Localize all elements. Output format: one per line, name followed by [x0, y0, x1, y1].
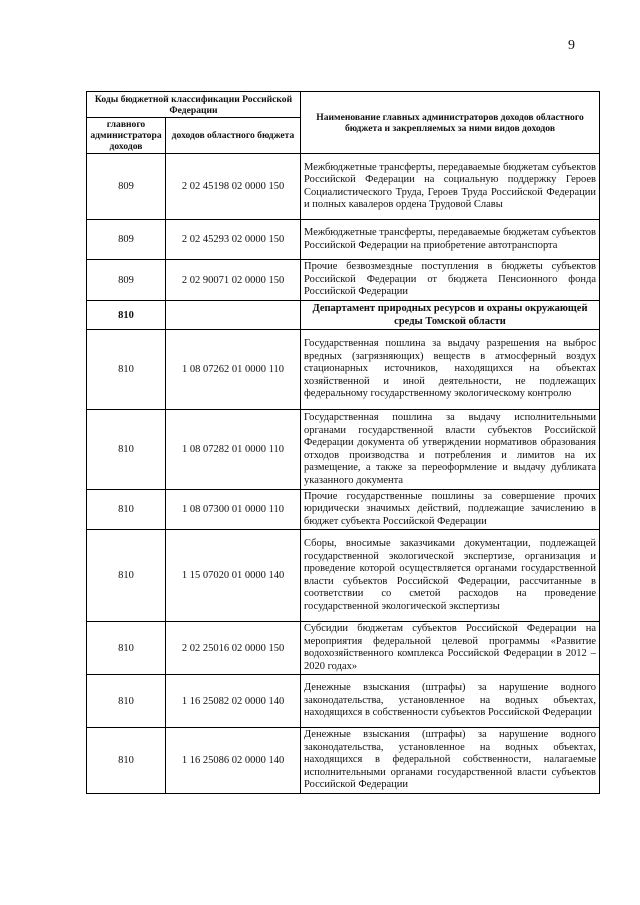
- admin-code-cell: 810: [87, 530, 166, 622]
- budget-classification-table: [86, 91, 600, 794]
- income-name-cell: Государственная пошлина за выдачу исполнительными органами государственной власти субъектов Российской Федерации документа об утверждении нормативов образования отходов производства и потребления и лимитов на их размещение, а также за переоформление и выдачу дубликата указанного документа: [301, 410, 600, 490]
- header-codes-group: Коды бюджетной классификации Российской Федерации: [87, 92, 301, 118]
- header-name-column: Наименование главных администраторов доходов областного бюджета и закрепляемых за ними видов доходов: [301, 92, 600, 154]
- table-row: [87, 530, 600, 622]
- income-code-cell: 1 16 25086 02 0000 140: [166, 728, 301, 794]
- admin-code-cell: 810: [87, 330, 166, 410]
- header-income-column: доходов областного бюджета: [166, 118, 301, 154]
- table-row: [87, 330, 600, 410]
- header-admin-column: главного администратора доходов: [87, 118, 166, 154]
- table-body: [87, 154, 600, 794]
- income-code-cell: 1 16 25082 02 0000 140: [166, 675, 301, 728]
- admin-code-cell: 810: [87, 410, 166, 490]
- table-row: [87, 622, 600, 675]
- income-name-cell: Межбюджетные трансферты, передаваемые бюджетам субъектов Российской Федерации на приобретение автотранспорта: [301, 220, 600, 260]
- income-name-cell: Сборы, вносимые заказчиками документации, подлежащей государственной экологической экспертизе, организация и проведение которой осуществляется органами государственной власти субъектов Российской Федерации, рассчитанные в соответствии со сметой расходов на проведение государственной экологической экспертизы: [301, 530, 600, 622]
- income-code-cell: [166, 301, 301, 330]
- income-code-cell: 2 02 45198 02 0000 150: [166, 154, 301, 220]
- table-row: [87, 490, 600, 530]
- department-row: [87, 301, 600, 330]
- table-row: [87, 728, 600, 794]
- table-row: [87, 675, 600, 728]
- income-code-cell: 1 08 07262 01 0000 110: [166, 330, 301, 410]
- income-name-cell: Межбюджетные трансферты, передаваемые бюджетам субъектов Российской Федерации на социальную поддержку Героев Социалистического Труда, Героев Труда Российской Федерации и полных кавалеров ордена Трудовой Славы: [301, 154, 600, 220]
- admin-code-cell: 809: [87, 220, 166, 260]
- admin-code-cell: 810: [87, 490, 166, 530]
- admin-code-cell: 810: [87, 728, 166, 794]
- income-name-cell: Государственная пошлина за выдачу разрешения на выброс вредных (загрязняющих) веществ в атмосферный воздух стационарных источников, находящихся на объектах хозяйственной и иной деятельности, не подлежащих федеральному государственному экологическому контролю: [301, 330, 600, 410]
- income-code-cell: 1 15 07020 01 0000 140: [166, 530, 301, 622]
- department-name-cell: Департамент природных ресурсов и охраны окружающей среды Томской области: [301, 301, 600, 330]
- income-code-cell: 1 08 07300 01 0000 110: [166, 490, 301, 530]
- admin-code-cell: 810: [87, 675, 166, 728]
- admin-code-cell: 810: [87, 301, 166, 330]
- admin-code-cell: 809: [87, 154, 166, 220]
- income-code-cell: 2 02 25016 02 0000 150: [166, 622, 301, 675]
- table-row: [87, 260, 600, 301]
- table-row: [87, 220, 600, 260]
- income-name-cell: Прочие безвозмездные поступления в бюджеты субъектов Российской Федерации от бюджета Пенсионного фонда Российской Федерации: [301, 260, 600, 301]
- admin-code-cell: 809: [87, 260, 166, 301]
- admin-code-cell: 810: [87, 622, 166, 675]
- income-name-cell: Денежные взыскания (штрафы) за нарушение водного законодательства, установленное на водных объектах, находящихся в собственности субъектов Российской Федерации: [301, 675, 600, 728]
- income-code-cell: 2 02 90071 02 0000 150: [166, 260, 301, 301]
- table-row: [87, 410, 600, 490]
- income-code-cell: 2 02 45293 02 0000 150: [166, 220, 301, 260]
- income-name-cell: Субсидии бюджетам субъектов Российской Федерации на мероприятия федеральной целевой программы «Развитие водохозяйственного комплекса Российской Федерации в 2012 – 2020 годах»: [301, 622, 600, 675]
- page-number: 9: [568, 38, 575, 53]
- income-name-cell: Денежные взыскания (штрафы) за нарушение водного законодательства, установленное на водных объектах, находящихся в федеральной собственности, налагаемые исполнительными органами государственной власти субъектов Российской Федерации: [301, 728, 600, 794]
- income-code-cell: 1 08 07282 01 0000 110: [166, 410, 301, 490]
- income-name-cell: Прочие государственные пошлины за совершение прочих юридически значимых действий, подлежащие зачислению в бюджет субъекта Российской Федерации: [301, 490, 600, 530]
- table-row: [87, 154, 600, 220]
